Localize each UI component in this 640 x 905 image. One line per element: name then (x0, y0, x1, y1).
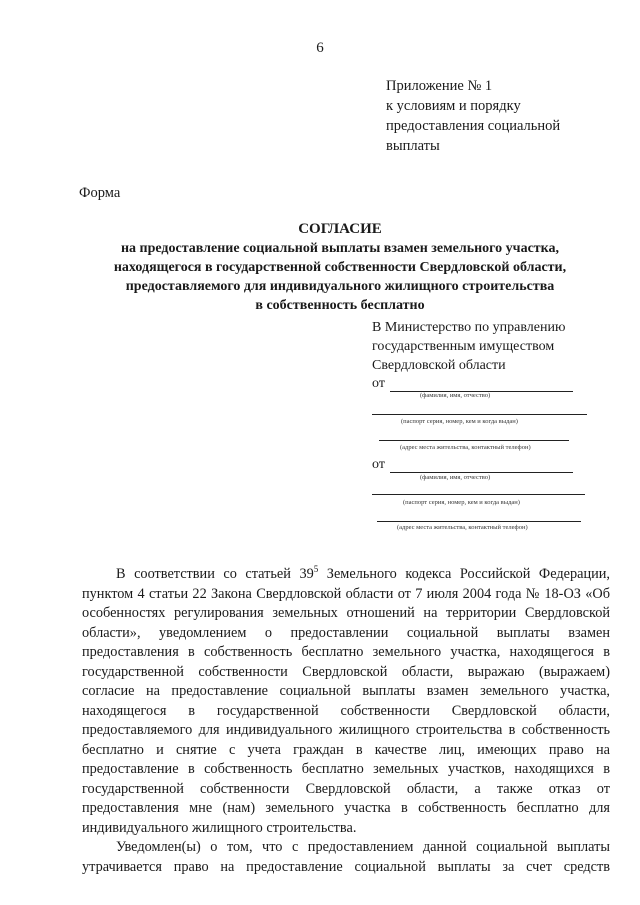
caption-address: (адрес места жительства, контактный телефон) (400, 444, 531, 451)
paragraph-text: В соответствии со статьей 39 (116, 566, 314, 582)
applicant-1-passport-field[interactable] (372, 412, 587, 415)
applicant-2-address-field[interactable] (377, 521, 581, 522)
caption-fio: (фамилия, имя, отчество) (420, 474, 491, 481)
title-line: в собственность бесплатно (255, 298, 425, 313)
document-title (75, 219, 605, 315)
fio-line (390, 472, 573, 473)
caption-address: (адрес места жительства, контактный телефон) (397, 524, 528, 531)
paragraph-text: Земельного кодекса Российской Федерации, пунктом 4 статьи 22 Закона Свердловской области от 7 июля 2004 года № 18-ОЗ «Об особенностях регулирования земельных отношений на территории Свердловской области», уведомлением о предоставлении социальной выплаты взамен предоставления в собственность бесплатно земельного участка, находящегося в государственной собственности Свердловской области, выражаю (выражаем) согласие на предоставление социальной выплаты взамен земельного участка, находящегося в государственной собственности Свердловской области, предоставляемого для индивидуального жилищного строительства в собственность бесплатно и снятие с учета граждан в качестве лиц, имеющих право на предоставление в собственность бесплатно земельных участков, находящихся в государственной собственности Свердловской области, а также отказ от предоставления мне (нам) земельного участка в собственность бесплатно для индивидуального жилищного строительства. (82, 566, 610, 836)
addressee-line: Свердловской области (372, 358, 506, 373)
applicant-2-passport-field[interactable] (372, 494, 585, 495)
applicant-2-fio-field[interactable] (372, 456, 587, 476)
applicant-1-address-field[interactable] (379, 440, 569, 441)
from-label: от (372, 457, 385, 472)
addressee-block (372, 318, 587, 375)
addressee-line: В Министерство по управлению (372, 320, 566, 335)
appendix-line: предоставления социальной (386, 118, 561, 134)
caption-fio: (фамилия, имя, отчество) (420, 392, 491, 399)
article-superscript: 5 (313, 564, 319, 574)
title-main: СОГЛАСИЕ (298, 221, 382, 237)
appendix-line: выплаты (386, 138, 440, 154)
caption-passport: (паспорт серия, номер, кем и когда выдан) (403, 499, 520, 506)
consent-body (82, 560, 610, 877)
appendix-note (386, 76, 560, 156)
caption-passport: (паспорт серия, номер, кем и когда выдан) (401, 418, 518, 425)
page-number: 6 (316, 40, 324, 56)
appendix-line: Приложение № 1 (386, 78, 493, 94)
title-line: находящегося в государственной собственности Свердловской области, (113, 260, 567, 275)
from-label: от (372, 376, 385, 391)
consent-paragraph (82, 560, 610, 838)
title-line: предоставляемого для индивидуального жилищного строительства (125, 279, 555, 294)
title-line: на предоставление социальной выплаты взамен земельного участка, (120, 241, 560, 256)
notice-paragraph: Уведомлен(ы) о том, что с предоставлением данной социальной выплаты утрачивается право на предоставление социальной выплаты за счет средств (82, 839, 610, 875)
appendix-line: к условиям и порядку (386, 98, 521, 114)
addressee-line: государственным имуществом (372, 339, 555, 354)
form-label: Форма (79, 185, 121, 201)
